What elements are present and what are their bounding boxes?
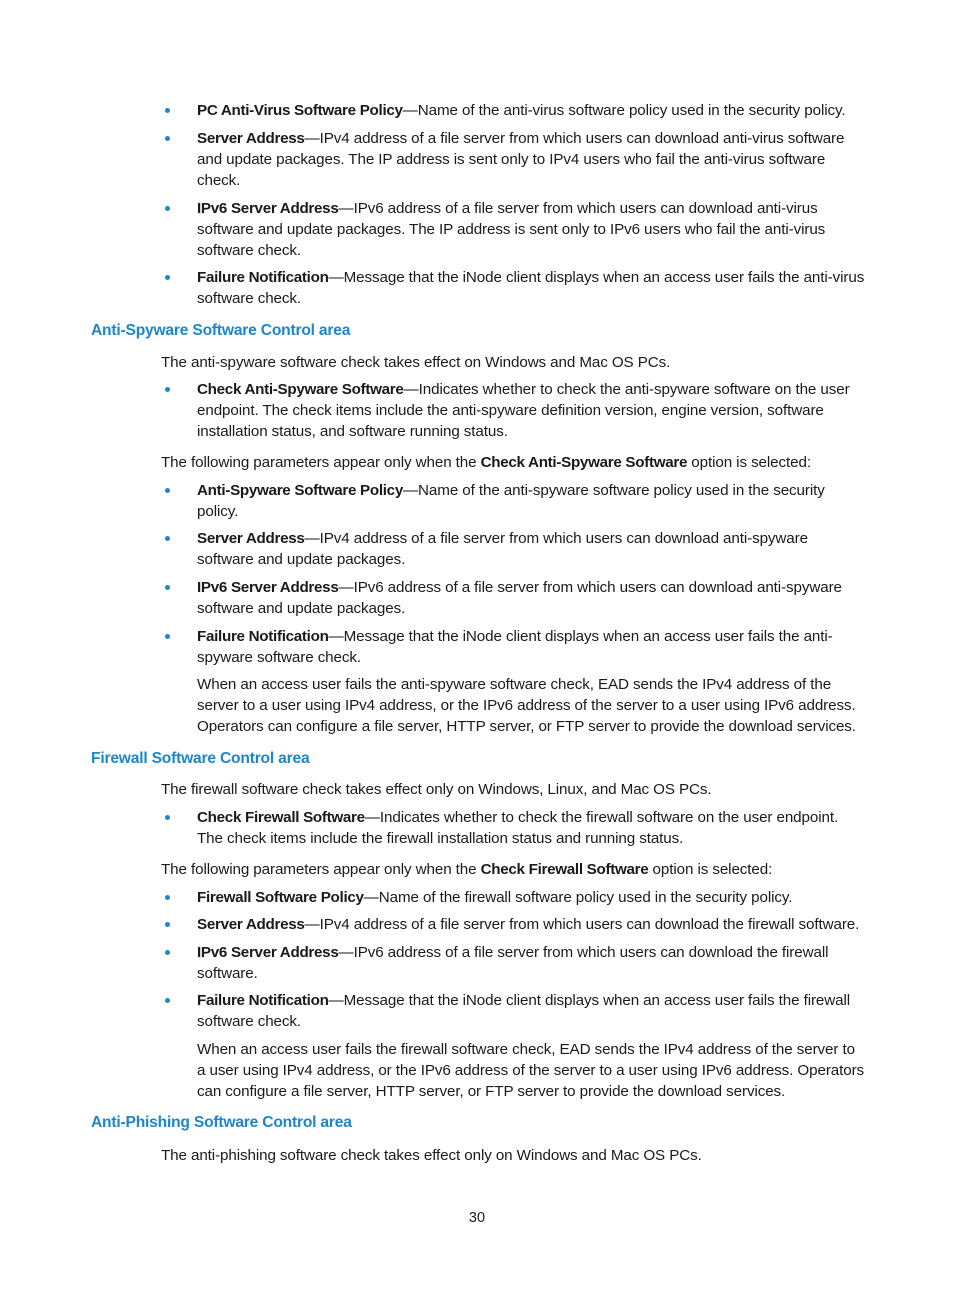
item-desc: —Message that the iNode client displays when an access user fails the anti-spyware software check. — [197, 628, 833, 666]
params-text: The following parameters appear only when the — [161, 861, 481, 878]
item-term: IPv6 Server Address — [197, 579, 339, 596]
list-item — [197, 807, 865, 849]
params-text: The following parameters appear only when the — [161, 454, 481, 471]
params-text: option is selected: — [687, 454, 811, 471]
page-number: 30 — [468, 1210, 486, 1226]
item-term: Failure Notification — [197, 992, 329, 1009]
item-desc: —IPv6 address of a file server from which users can download anti-spyware software and update packages. — [197, 579, 842, 617]
item-desc: —Name of the anti-virus software policy used in the security policy. — [402, 102, 846, 119]
list-item — [197, 528, 865, 570]
params-text: option is selected: — [648, 861, 773, 878]
item-desc: —IPv6 address of a file server from which users can download anti-virus software and update packages. The IP address is sent only to IPv6 users who fail the anti-virus software check. — [197, 200, 826, 259]
item-term: Anti-Spyware Software Policy — [197, 482, 403, 499]
section-note: When an access user fails the firewall software check, EAD sends the IPv4 address of the server to a user using IPv4 address, or the IPv6 address of the server to a user using IPv6 address. Operators can configure a file server, HTTP server, or FTP server to provide the download services. — [197, 1041, 865, 1100]
list-item — [197, 379, 865, 442]
item-term: Check Anti-Spyware Software — [197, 381, 404, 398]
item-desc: —Indicates whether to check the anti-spyware software on the user endpoint. The check items include the anti-spyware definition version, engine version, software installation status, and software running status. — [197, 381, 850, 440]
section-intro: The firewall software check takes effect only on Windows, Linux, and Mac OS PCs. — [161, 781, 712, 798]
section-heading: Anti-Phishing Software Control area — [91, 1114, 352, 1131]
params-intro — [161, 452, 866, 473]
list-item — [197, 267, 865, 309]
list-item — [197, 100, 865, 121]
item-term: Firewall Software Policy — [197, 889, 364, 906]
item-desc: —Name of the anti-spyware software policy used in the security policy. — [197, 482, 825, 520]
item-term: Server Address — [197, 530, 305, 547]
item-desc: —IPv4 address of a file server from which users can download the firewall software. — [304, 916, 860, 933]
item-term: Server Address — [197, 916, 305, 933]
item-term: Check Firewall Software — [197, 809, 365, 826]
params-term: Check Anti-Spyware Software — [480, 454, 688, 471]
item-desc: —IPv6 address of a file server from which users can download the firewall software. — [197, 944, 829, 982]
section-heading: Firewall Software Control area — [91, 750, 310, 767]
section-intro: The anti-spyware software check takes effect on Windows and Mac OS PCs. — [161, 354, 671, 371]
item-term: Server Address — [197, 130, 305, 147]
item-desc: —Message that the iNode client displays when an access user fails the anti-virus software check. — [197, 269, 865, 307]
section-heading: Anti-Spyware Software Control area — [91, 322, 351, 339]
list-item — [197, 887, 865, 908]
item-desc: —Message that the iNode client displays when an access user fails the firewall software check. — [197, 992, 851, 1030]
item-desc: —Indicates whether to check the firewall software on the user endpoint. The check items include the firewall installation status and running status. — [197, 809, 839, 847]
list-item — [197, 577, 865, 619]
list-item — [197, 942, 865, 984]
list-item — [197, 626, 865, 668]
item-desc: —Name of the firewall software policy used in the security policy. — [363, 889, 793, 906]
list-item — [197, 480, 865, 522]
section-intro: The anti-phishing software check takes effect only on Windows and Mac OS PCs. — [161, 1147, 702, 1164]
section-note: When an access user fails the anti-spyware software check, EAD sends the IPv4 address of the server to a user using IPv4 address, or the IPv6 address of the server to a user using IPv6 address. Operators can configure a file server, HTTP server, or FTP server to provide the download services. — [197, 676, 856, 735]
params-intro — [161, 859, 866, 880]
item-term: PC Anti-Virus Software Policy — [197, 102, 403, 119]
list-item — [197, 990, 865, 1032]
item-desc: —IPv4 address of a file server from which users can download anti-spyware software and update packages. — [197, 530, 808, 568]
list-item — [197, 914, 865, 935]
list-item — [197, 128, 865, 191]
item-term: IPv6 Server Address — [197, 200, 339, 217]
item-term: Failure Notification — [197, 269, 329, 286]
item-desc: —IPv4 address of a file server from which users can download anti-virus software and update packages. The IP address is sent only to IPv4 users who fail the anti-virus software check. — [197, 130, 845, 189]
list-item — [197, 198, 865, 261]
item-term: Failure Notification — [197, 628, 329, 645]
item-term: IPv6 Server Address — [197, 944, 339, 961]
params-term: Check Firewall Software — [480, 861, 649, 878]
